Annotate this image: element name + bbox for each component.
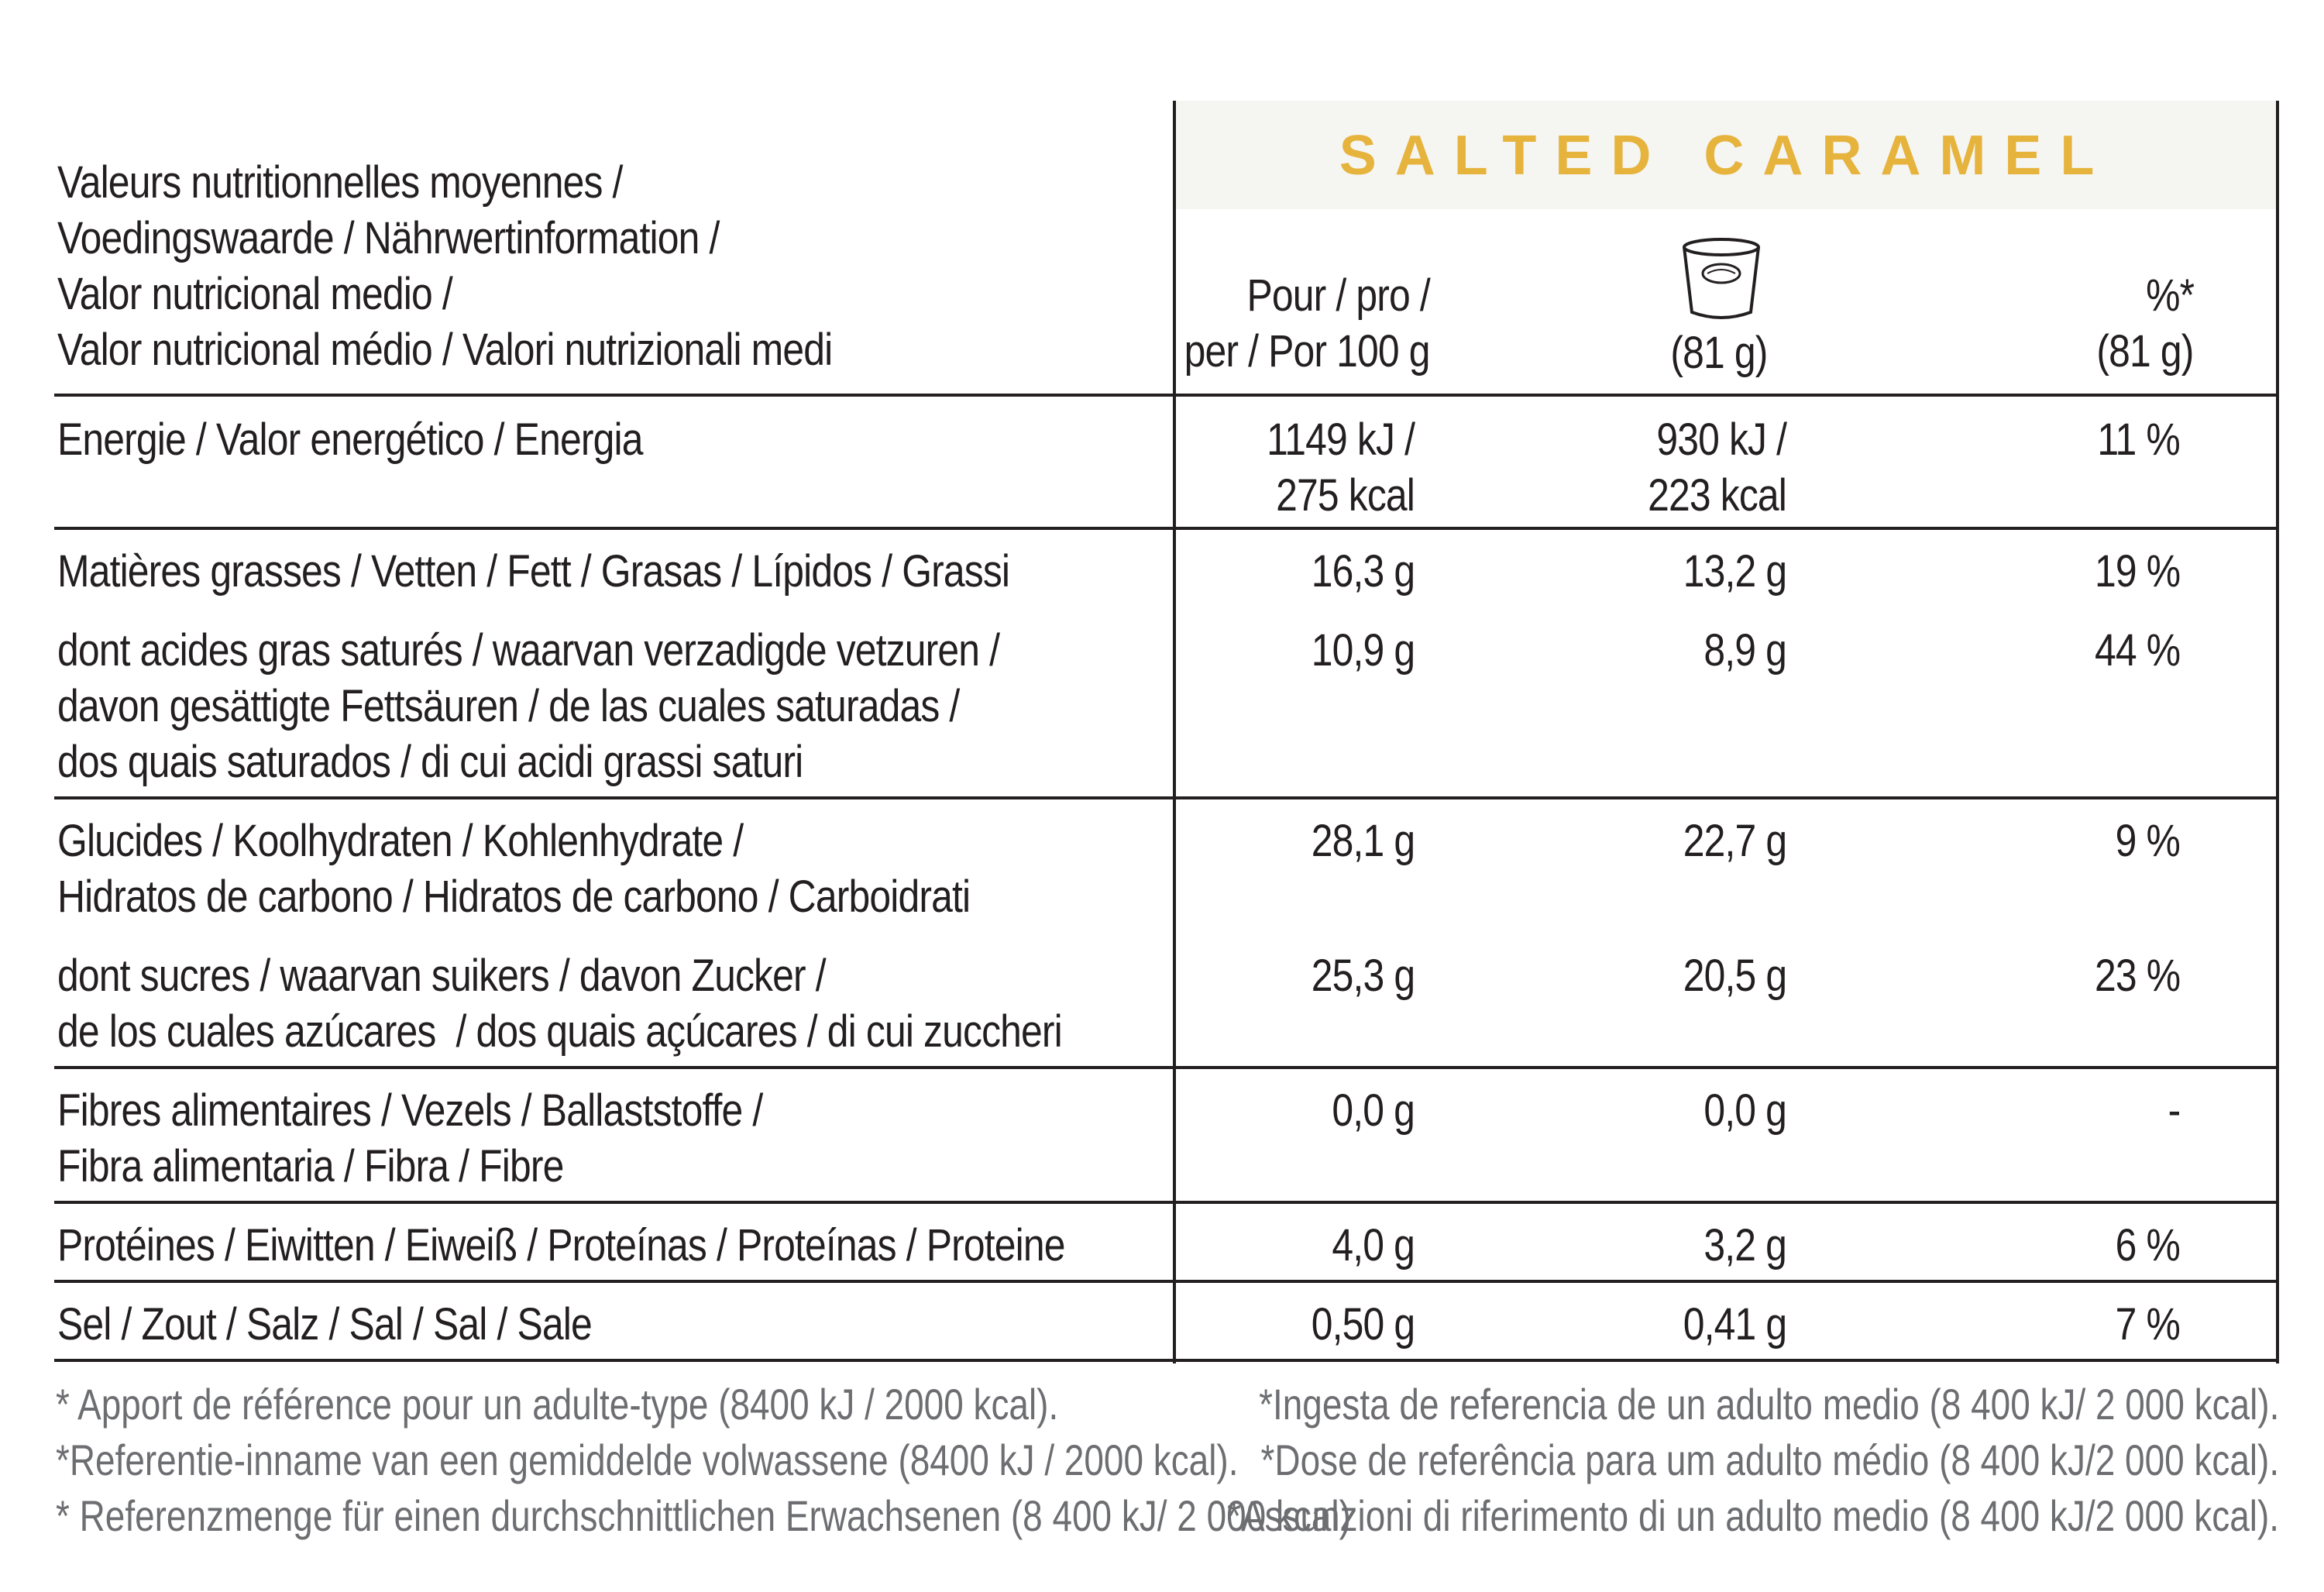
row-label: davon gesättigte Fettsäuren / de las cuales saturadas / [57, 681, 960, 731]
row-value-per-portion: 0,41 g [1683, 1299, 1786, 1350]
footnote-right-line: *Dose de referência para um adulto médio (8 400 kJ/2 000 kcal). [1260, 1436, 2279, 1484]
header-per-100g-line: per / Por 100 g [1184, 326, 1430, 377]
footnote-left-line: * Apport de référence pour un adulte-type (8400 kJ / 2000 kcal). [56, 1380, 1059, 1429]
row-value-per-portion: 0,0 g [1703, 1085, 1786, 1136]
row-value-percent: 44 % [2094, 625, 2180, 676]
row-value-per-100g: 0,50 g [1311, 1299, 1415, 1350]
row-value-percent: 23 % [2094, 951, 2180, 1001]
product-title: SALTED CARAMEL [1339, 125, 2113, 187]
row-value-per-portion: 22,7 g [1683, 816, 1786, 866]
footnote-right-line: *Ingesta de referencia de un adulto medio (8 400 kJ/ 2 000 kcal). [1258, 1380, 2279, 1429]
row-value-per-portion: 20,5 g [1683, 951, 1786, 1001]
table-left-divider [1173, 101, 1176, 1363]
footnote-left-line: *Referentie-inname van een gemiddelde volwassene (8400 kJ / 2000 kcal). [56, 1436, 1239, 1484]
row-label: Protéines / Eiwitten / Eiweiß / Proteínas / Proteínas / Proteine [57, 1220, 1065, 1271]
row-value-per-portion: 8,9 g [1703, 625, 1786, 676]
header-percent-line: (81 g) [2096, 326, 2194, 377]
row-label: Fibra alimentaria / Fibra / Fibre [57, 1141, 564, 1191]
row-label: Energie / Valor energético / Energia [57, 414, 643, 465]
row-value-percent: 11 % [2097, 414, 2180, 465]
row-rule-protein [54, 1280, 2279, 1283]
footnote-right-line: *Assunzioni di riferimento di un adulto medio (8 400 kJ/2 000 kcal). [1227, 1491, 2279, 1540]
yogurt-cup-icon [1681, 236, 1762, 323]
row-value-per-100g: 16,3 g [1311, 546, 1415, 597]
header-percent-line: %* [2145, 270, 2194, 321]
header-label-line: Voedingswaarde / Nährwertinformation / [57, 213, 720, 263]
row-rule-fat [54, 796, 2279, 799]
row-label: dos quais saturados / di cui acidi grassi saturi [57, 737, 803, 787]
row-value-per-portion: 3,2 g [1703, 1220, 1786, 1271]
header-label-line: Valor nutricional médio / Valori nutrizionali medi [57, 325, 833, 375]
row-label: Matières grasses / Vetten / Fett / Grasas / Lípidos / Grassi [57, 546, 1010, 597]
row-value-percent: 7 % [2115, 1299, 2180, 1350]
row-value-percent: 19 % [2094, 546, 2180, 597]
row-value-percent: 6 % [2115, 1220, 2180, 1271]
row-value-per-portion: 223 kcal [1648, 470, 1786, 521]
header-label-line: Valor nutricional medio / [57, 269, 452, 319]
row-label: Hidratos de carbono / Hidratos de carbono / Carboidrati [57, 872, 971, 922]
header-per-100g-line: Pour / pro / [1246, 270, 1430, 321]
row-value-percent: 9 % [2115, 816, 2180, 866]
row-value-per-100g: 275 kcal [1276, 470, 1415, 521]
row-value-per-100g: 0,0 g [1332, 1085, 1415, 1136]
header-label-line: Valeurs nutritionnelles moyennes / [57, 157, 623, 208]
row-rule-fibre [54, 1201, 2279, 1204]
row-label: de los cuales azúcares / dos quais açúcares / di cui zuccheri [57, 1006, 1062, 1057]
row-rule-energy [54, 527, 2279, 530]
row-value-per-100g: 28,1 g [1311, 816, 1415, 866]
row-value-per-100g: 1149 kJ / [1267, 414, 1415, 465]
row-value-percent: - [2168, 1085, 2180, 1136]
row-label: Glucides / Koolhydraten / Kohlenhydrate / [57, 816, 744, 866]
row-label: Sel / Zout / Salz / Sal / Sal / Sale [57, 1299, 592, 1350]
row-rule-carbs [54, 1066, 2279, 1069]
row-value-per-100g: 10,9 g [1311, 625, 1415, 676]
row-label: dont acides gras saturés / waarvan verzadigde vetzuren / [57, 625, 1000, 676]
header-rule [54, 394, 2279, 397]
table-right-border [2276, 101, 2279, 1363]
row-label: Fibres alimentaires / Vezels / Ballaststoffe / [57, 1085, 763, 1136]
footnote-left-line: * Referenzmenge für einen durchschnittlichen Erwachsenen (8 400 kJ/ 2 000 kcal) [56, 1491, 1351, 1540]
table-bottom-rule [54, 1359, 2279, 1362]
row-value-per-100g: 4,0 g [1332, 1220, 1415, 1271]
row-label: dont sucres / waarvan suikers / davon Zucker / [57, 951, 826, 1001]
row-value-per-portion: 13,2 g [1683, 546, 1786, 597]
row-value-per-100g: 25,3 g [1311, 951, 1415, 1001]
header-portion-line: (81 g) [1670, 328, 1768, 378]
row-value-per-portion: 930 kJ / [1656, 414, 1786, 465]
